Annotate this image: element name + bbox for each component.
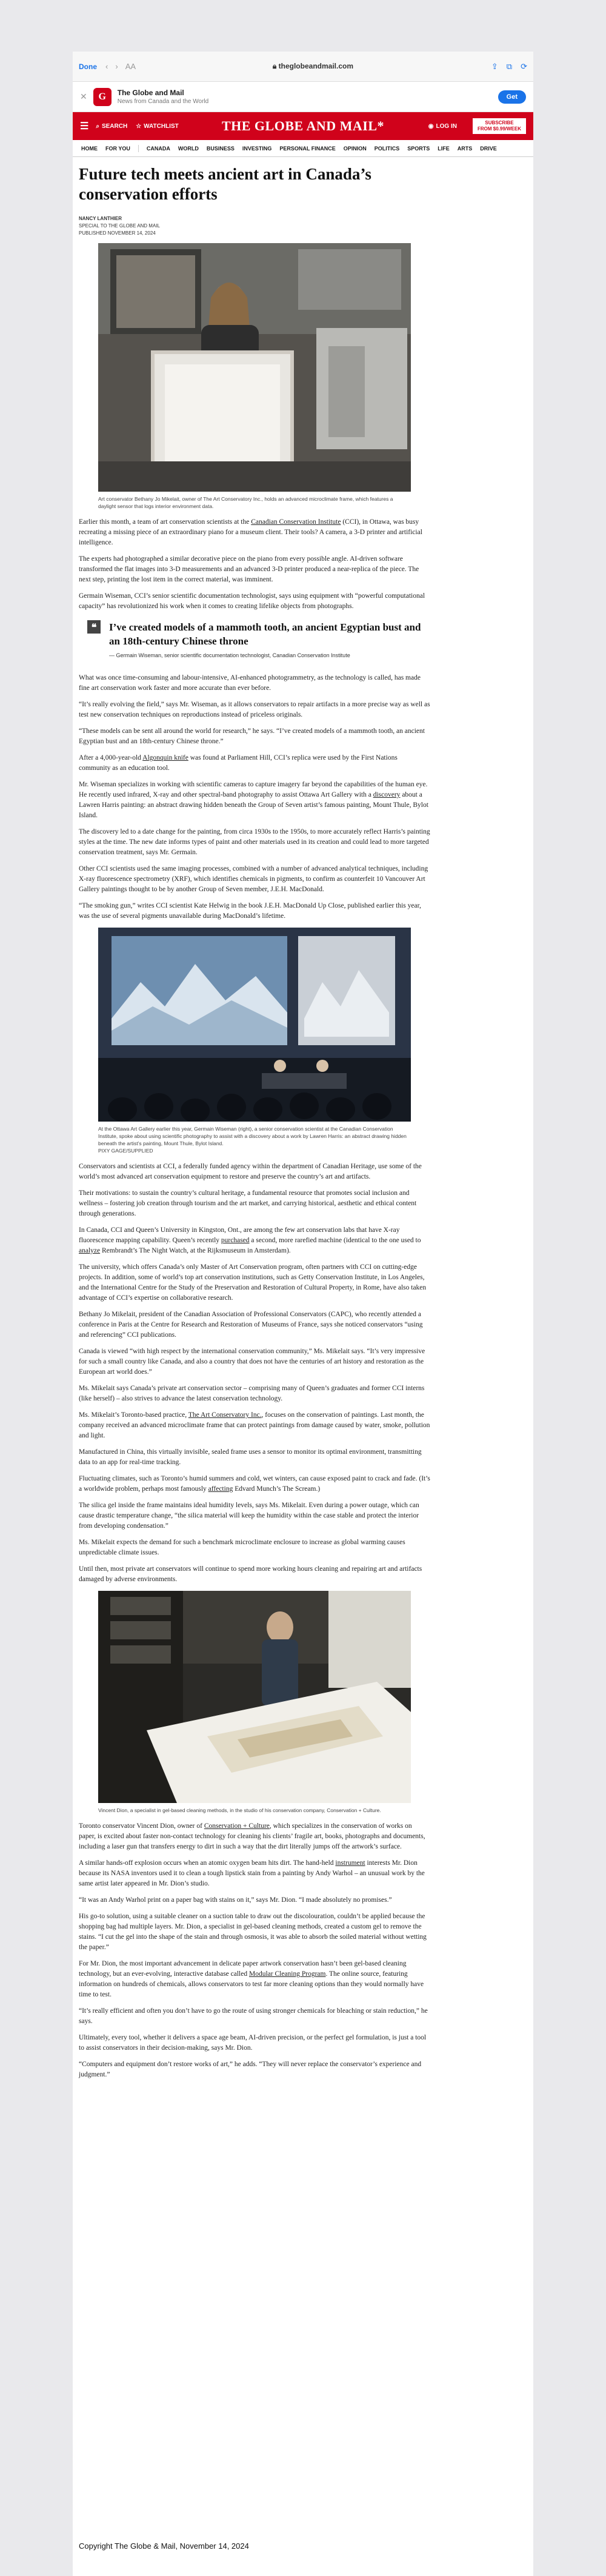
url-text: theglobeandmail.com <box>278 62 353 70</box>
paragraph: Ms. Mikelait expects the demand for such a benchmark microclimate enclosure to increase as global warming causes unpredictable climate issues. <box>79 1539 405 1556</box>
menu-icon[interactable]: ☰ <box>80 121 89 132</box>
app-banner <box>73 82 533 112</box>
login-button[interactable] <box>428 123 457 130</box>
link-algonquin-knife[interactable]: Algonquin knife <box>142 754 188 761</box>
paragraph: Fluctuating climates, such as Toronto’s humid summers and cold, wet winters, can cause exposed paint to crack and fade. (It’s a worldwide problem, perhaps most famously affecting Edvard Munch’s The Scream.) <box>79 1475 430 1493</box>
paragraph: What was once time-consuming and labour-intensive, AI-enhanced photogrammetry, as the technology is called, has made fine art conservation work faster and more accurate than ever before. <box>79 674 421 692</box>
app-subtitle: News from Canada and the World <box>117 98 209 105</box>
link-modular-cleaning-program[interactable]: Modular Cleaning Program <box>248 1970 326 1978</box>
photo-3-illustration <box>98 1591 411 1803</box>
nav-item[interactable]: FOR YOU <box>105 145 130 152</box>
nav-divider <box>138 145 139 152</box>
login-label: LOG IN <box>436 122 457 130</box>
nav-item[interactable]: HOME <box>81 145 98 152</box>
reload-icon[interactable]: ⟳ <box>521 61 527 71</box>
paragraph: The discovery led to a date change for the painting, from circa 1930s to the 1950s, to more accurately reflect Harris’s painting styles at the time. The new date informs types of paint and other materials used in its creation and could lead to more targeted conservation treatment, says Mr. Germain. <box>79 828 430 856</box>
nav-item[interactable]: CANADA <box>146 145 170 152</box>
paragraph: Ultimately, every tool, whether it delivers a space age beam, AI-driven precision, or the perfect gel formulation, is just a tool to assist conservators in their decision-making, says Mr. Dion. <box>79 2034 427 2052</box>
figure-3 <box>79 1591 430 1814</box>
paragraph: “The smoking gun,” writes CCI scientist Kate Helwig in the book J.E.H. MacDonald Up Close, published earlier this year, was the use of several pigments unavailable during MacDonald’s lifetime. <box>79 902 421 920</box>
paragraph: The silica gel inside the frame maintains ideal humidity levels, says Ms. Mikelait. Even during a power outage, which can cause drastic temperature change, “the silica material will keep the humidity within the case stable and protect the interior from developing condensation.” <box>79 1502 419 1530</box>
link-discovery[interactable]: discovery <box>373 791 401 798</box>
paragraph: In Canada, CCI and Queen’s University in Kingston, Ont., are among the few art conservation labs that have X-ray fluorescence mapping capability. Queen’s recently purchased a second, more rarefied machine (identical to the one used to analyze Rembrandt’s The Night Watch, at the Rijksmuseum in Amsterdam). <box>79 1226 421 1254</box>
paragraph: His go-to solution, using a suitable cleaner on a suction table to draw out the discolouration, couldn’t be applied because the shopping bag had multiple layers. Mr. Dion, a specialist in gel-based cleaning methods, created a custom gel to remove the stains. “I cut the gel into the shape of the stain and through osmosis, it was able to absorb the soiled material without wetting the paper.” <box>79 1913 427 1951</box>
figure-1-caption: Art conservator Bethany Jo Mikelait, owner of The Art Conservatory Inc., holds an advanced microclimate frame, which features a daylight sensor that logs interior environment data. <box>98 496 393 509</box>
app-icon: G <box>93 88 112 106</box>
section-nav <box>73 140 533 157</box>
link-art-conservatory[interactable]: The Art Conservatory Inc. <box>188 1411 262 1419</box>
paragraph: “It was an Andy Warhol print on a paper bag with stains on it,” says Mr. Dion. “I made absolutely no promises.” <box>79 1896 392 1904</box>
link-affecting[interactable]: affecting <box>208 1485 233 1493</box>
quote-icon: ❝ <box>87 620 101 634</box>
nav-item[interactable]: WORLD <box>178 145 199 152</box>
subscribe-price: FROM $0.99/WEEK <box>477 126 521 132</box>
close-icon[interactable]: ✕ <box>80 92 87 101</box>
paragraph: “It’s really evolving the field,” says Mr. Wiseman, as it allows conservators to repair artifacts in a more precise way as well as test new conservation techniques on reproductions instead of priceless originals. <box>79 701 430 718</box>
nav-item[interactable]: SPORTS <box>407 145 430 152</box>
user-icon: ◉ <box>428 122 434 130</box>
app-name: The Globe and Mail <box>117 89 184 97</box>
copyright-footer: Copyright The Globe & Mail, November 14, 2024 <box>79 2541 249 2551</box>
masthead <box>73 112 533 140</box>
photo-1-illustration <box>98 243 411 492</box>
figure-1 <box>79 243 430 510</box>
watchlist-icon: ☆ <box>136 122 142 130</box>
watchlist-button[interactable] <box>136 123 179 130</box>
paragraph: “It’s really efficient and often you don’t have to go the route of using stronger chemicals for bleaching or stain reduction,” he says. <box>79 2007 428 2025</box>
photo-2-illustration <box>98 928 411 1122</box>
pull-quote-attribution: — Germain Wiseman, senior scientific documentation technologist, Canadian Conservation Institute <box>109 652 350 658</box>
search-icon: ⌕ <box>96 122 99 130</box>
paragraph: Bethany Jo Mikelait, president of the Canadian Association of Professional Conservators (CAPC), who recently attended a conference in Paris at the Centre for Research and Restoration of Museums of France, says she noticed conservators “using and referencing” CCI publications. <box>79 1311 423 1339</box>
paragraph: Conservators and scientists at CCI, a federally funded agency within the department of Canadian Heritage, use some of the world’s most advanced art conservation equipment to restore and preserve the country’s art and artifacts. <box>79 1163 422 1180</box>
published-date: PUBLISHED NOVEMBER 14, 2024 <box>79 230 156 236</box>
paragraph: After a 4,000-year-old Algonquin knife was found at Parliament Hill, CCI’s replica were used by the First Nations community as an education tool. <box>79 754 398 772</box>
paragraph: Earlier this month, a team of art conservation scientists at the Canadian Conservation Institute (CCI), in Ottawa, was busy recreating a missing piece of an extraordinary piano for a museum client. Their tools? A camera, a 3-D printer and artificial intelligence. <box>79 518 422 546</box>
search-label: SEARCH <box>101 122 128 130</box>
watchlist-label: WATCHLIST <box>144 122 179 130</box>
nav-item[interactable]: DRIVE <box>480 145 497 152</box>
forward-icon[interactable]: › <box>115 62 118 71</box>
paragraph: The experts had photographed a similar decorative piece on the piano from every possible angle. AI-driven software transformed the flat images into 3-D measurements and an advanced 3-D printer produced a near-replica of the piece. The next step, printing the lost item in the correct material, was imminent. <box>79 555 419 583</box>
paragraph: Ms. Mikelait’s Toronto-based practice, The Art Conservatory Inc., focuses on the conservation of paintings. Last month, the company received an advanced microclimate frame that can protect paintings from damage caused by water, smoke, pollution and light. <box>79 1411 430 1439</box>
author-name[interactable]: NANCY LANTHIER <box>79 216 122 221</box>
paragraph: “Computers and equipment don’t restore works of art,” he adds. “They will never replace the conservator’s experience and judgment.” <box>79 2061 422 2078</box>
back-icon[interactable]: ‹ <box>105 62 108 71</box>
paragraph: Their motivations: to sustain the country’s cultural heritage, a fundamental resource that promotes social inclusion and wellness – fostering job creation through tourism and the art market, and carrying historical, aesthetic and ethical content through generations. <box>79 1189 417 1217</box>
paragraph: Until then, most private art conservators will continue to spend more working hours cleaning and repairing art and artifacts damaged by adverse environments. <box>79 1565 422 1583</box>
figure-2-credit: PIXY GAGE/SUPPLIED <box>98 1148 153 1154</box>
figure-2-caption-text: At the Ottawa Art Gallery earlier this year, Germain Wiseman (right), a senior conservation scientist at the Canadian Conservation Institute, spoke about using scientific photography to assist with a discovery about a work by Lawren Harris: an abstract drawing hidden beneath the artist’s painting, Mount Thule, Bylot Island. <box>98 1126 407 1146</box>
nav-item[interactable]: LIFE <box>438 145 450 152</box>
subscribe-button[interactable] <box>473 118 526 134</box>
address-bar[interactable] <box>143 62 483 71</box>
paragraph: Canada is viewed “with high respect by the international conservation community,” Ms. Mikelait says. “It’s very impressive for such a small country like Canada, and also a country that does not have the centuries of art history and restoration as the European art world does.” <box>79 1348 425 1376</box>
text-size-button[interactable]: AA <box>125 62 136 71</box>
nav-item[interactable]: PERSONAL FINANCE <box>279 145 336 152</box>
link-instrument[interactable]: instrument <box>335 1859 365 1867</box>
nav-item[interactable]: POLITICS <box>374 145 400 152</box>
paragraph: Manufactured in China, this virtually invisible, sealed frame uses a sensor to monitor its optimal environment, transmitting data to an app for real-time tracking. <box>79 1448 422 1466</box>
paragraph: Other CCI scientists used the same imaging processes, combined with a number of advanced analytical techniques, including X-ray fluorescence spectrometry (XRF), which identifies chemicals in pigments, to confirm as counterfeit 10 Vancouver Art Gallery paintings thought to be by another Group of Seven member, J.E.H. MacDonald. <box>79 865 428 893</box>
paragraph: Toronto conservator Vincent Dion, owner of Conservation + Culture, which specializes in the conservation of works on paper, is excited about faster non-contact technology for cleaning his clients’ fragile art, books, photographs and documents, including a laser gun that transfers energy to dirt in such a way that the dirt literally jumps off the artwork’s surface. <box>79 1822 425 1850</box>
site-logo[interactable]: THE GLOBE AND MAIL* <box>221 118 385 133</box>
figure-2 <box>79 928 430 1154</box>
link-purchased[interactable]: purchased <box>221 1237 250 1244</box>
photo-gallery-presentation[interactable] <box>98 928 411 1122</box>
photo-conservator-studio[interactable] <box>98 1591 411 1803</box>
link-analyze[interactable]: analyze <box>79 1247 101 1254</box>
browser-toolbar <box>73 52 533 82</box>
subscribe-label: SUBSCRIBE <box>485 120 514 125</box>
paragraph: The university, which offers Canada’s only Master of Art Conservation program, often partners with CCI on cutting-edge projects. In addition, some of world’s top art conservation institutions, such as Getty Conservation Institute, in Los Angeles, and the International Centre for the Study of the Preservation and Restoration of Cultural Property, in Rome, have also taken advantage of CCI’s expertise on collaborative research. <box>79 1263 427 1302</box>
author-source: SPECIAL TO THE GLOBE AND MAIL <box>79 223 160 229</box>
nav-item[interactable]: BUSINESS <box>206 145 235 152</box>
pull-quote <box>87 620 430 660</box>
pull-quote-text: I’ve created models of a mammoth tooth, an ancient Egyptian bust and an 18th-century Chinese throne <box>109 621 421 647</box>
get-app-button[interactable]: Get <box>498 90 526 104</box>
paragraph: “These models can be sent all around the world for research,” he says. “I’ve created models of a mammoth tooth, an ancient Egyptian bust and an 18th-century Chinese throne.” <box>79 728 425 745</box>
figure-3-caption: Vincent Dion, a specialist in gel-based cleaning methods, in the studio of his conservation company, Conservation + Culture. <box>98 1807 381 1813</box>
paragraph: Mr. Wiseman specializes in working with scientific cameras to capture imagery far beyond the capabilities of the human eye. He recently used infrared, X-ray and other spectral-band photography to assist Ottawa Art Gallery with a discovery about a Lawren Harris painting: an abstract drawing hidden beneath the Group of Seven artist’s famous painting, Mount Thule, Bylot Island. <box>79 781 428 819</box>
nav-item[interactable]: ARTS <box>457 145 473 152</box>
link-cci[interactable]: Canadian Conservation Institute <box>251 518 341 526</box>
figure-2-caption <box>98 1125 411 1154</box>
search-button[interactable] <box>96 123 127 130</box>
paragraph: A similar hands-off explosion occurs when an atomic oxygen beam hits dirt. The hand-held instrument interests Mr. Dion because its NASA inventors used it to clean a tough lipstick stain from a painting by Andy Warhol – an unusual work by the same artist later appeared in Mr. Dion’s studio. <box>79 1859 425 1887</box>
done-button[interactable]: Done <box>79 62 97 71</box>
nav-item[interactable]: OPINION <box>343 145 367 152</box>
link-conservation-culture[interactable]: Conservation + Culture <box>204 1822 270 1830</box>
article-title: Future tech meets ancient art in Canada’s conservation efforts <box>79 165 371 203</box>
paragraph: Germain Wiseman, CCI’s senior scientific documentation technologist, says using equipment with “powerful computational capacity” has revolutionized his work when it comes to creating lifelike objects from photographs. <box>79 592 425 610</box>
paragraph: Ms. Mikelait says Canada’s private art conservation sector – comprising many of Queen’s graduates and former CCI interns (like herself) – also strives to advance the latest conservation technology. <box>79 1385 425 1402</box>
photo-conservator-with-frame[interactable] <box>98 243 411 492</box>
byline <box>79 215 430 237</box>
nav-item[interactable]: INVESTING <box>242 145 272 152</box>
paragraph: For Mr. Dion, the most important advancement in delicate paper artwork conservation hasn’t been gel-based cleaning technology, but an ever-evolving, interactive database called Modular Cleaning Program. The online source, featuring information on hundreds of chemicals, allows conservators to test far more cleaning options than they would normally have time to test. <box>79 1960 424 1998</box>
lock-icon: 🔒︎ <box>272 62 277 70</box>
article <box>79 161 430 2086</box>
share-icon[interactable]: ⇪ <box>491 61 498 71</box>
bookmark-icon[interactable]: ⧉ <box>506 61 513 71</box>
